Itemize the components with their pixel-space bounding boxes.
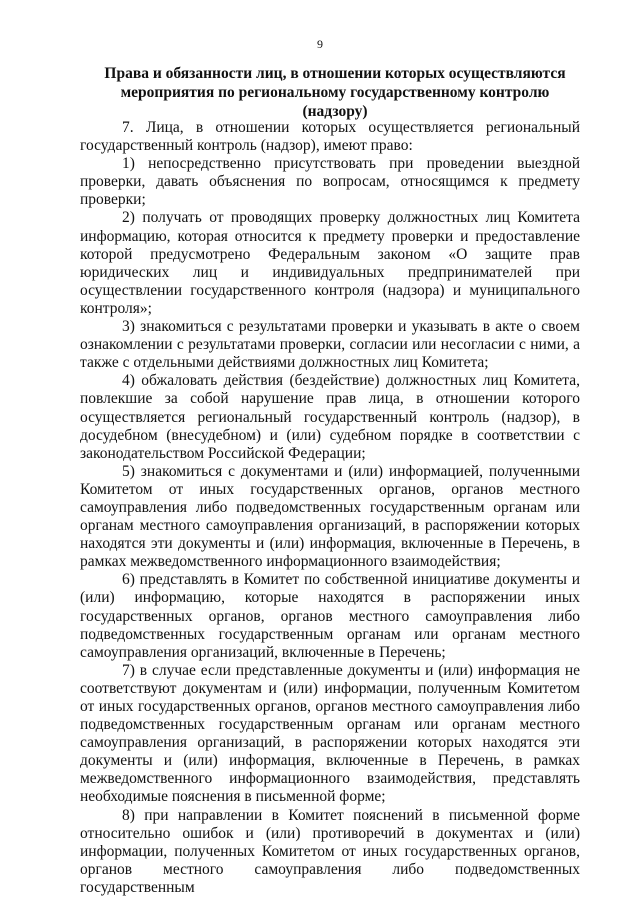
paragraph-subitem-5: 5) знакомиться с документами и (или) информацией, полученными Комитетом от иных государственных органов, органов местного самоуправления либо подведомственных государственным органам или органам местного самоуправления организаций, в распоряжении которых находятся эти документы и (или) информация, включенные в Перечень, в рамках межведомственного информационного взаимодействия; xyxy=(80,462,580,571)
paragraph-subitem-4: 4) обжаловать действия (бездействие) должностных лиц Комитета, повлекшие за собой нарушение прав лица, в отношении которого осуществляется региональный государственный контроль (надзор), в досудебном (внесудебном) и (или) судебном порядке в соответствии с законодательством Российской Федерации; xyxy=(80,372,580,462)
paragraph-item-7: 7. Лица, в отношении которых осуществляется региональный государственный контроль (надзор), имеют право: xyxy=(80,119,580,155)
paragraph-subitem-2: 2) получать от проводящих проверку должностных лиц Комитета информацию, которая относится к предмету проверки и предоставление которой предусмотрено Федеральным законом «О защите прав юридических лиц и индивидуальных предпринимателей при осуществлении государственного контроля (надзора) и муниципального контроля»; xyxy=(80,209,580,317)
page-number: 9 xyxy=(317,37,323,51)
paragraph-subitem-8: 8) при направлении в Комитет пояснений в письменной форме относительно ошибок и (или) противоречий в документах и (или) информации, полученных Комитетом от иных государственных органов, органов местного самоуправления либо подведомственных государственным xyxy=(80,806,580,896)
paragraph-subitem-6: 6) представлять в Комитет по собственной инициативе документы и (или) информацию, которые находятся в распоряжении иных государственных органов, органов местного самоуправления либо подведомственных государственным органам или органам местного самоуправления организаций, включенные в Перечень; xyxy=(80,571,580,661)
paragraph-subitem-1: 1) непосредственно присутствовать при проведении выездной проверки, давать объяснения по вопросам, относящимся к предмету проверки; xyxy=(80,155,580,209)
document-body xyxy=(80,119,580,897)
section-heading: Права и обязанности лиц, в отношении которых осуществляются мероприятия по региональному государственному контролю (надзору) xyxy=(104,65,566,120)
paragraph-subitem-7: 7) в случае если представленные документы и (или) информация не соответствуют документам и (или) информации, полученным Комитетом от иных государственных органов, органов местного самоуправления либо подведомственных государственным органам или органам местного самоуправления организаций, в распоряжении которых находятся эти документы и (или) информация, включенные в Перечень, в рамках межведомственного информационного взаимодействия, представлять необходимые пояснения в письменной форме; xyxy=(80,661,580,806)
paragraph-subitem-3: 3) знакомиться с результатами проверки и указывать в акте о своем ознакомлении с результатами проверки, согласии или несогласии с ними, а также с отдельными действиями должностных лиц Комитета; xyxy=(80,318,580,372)
